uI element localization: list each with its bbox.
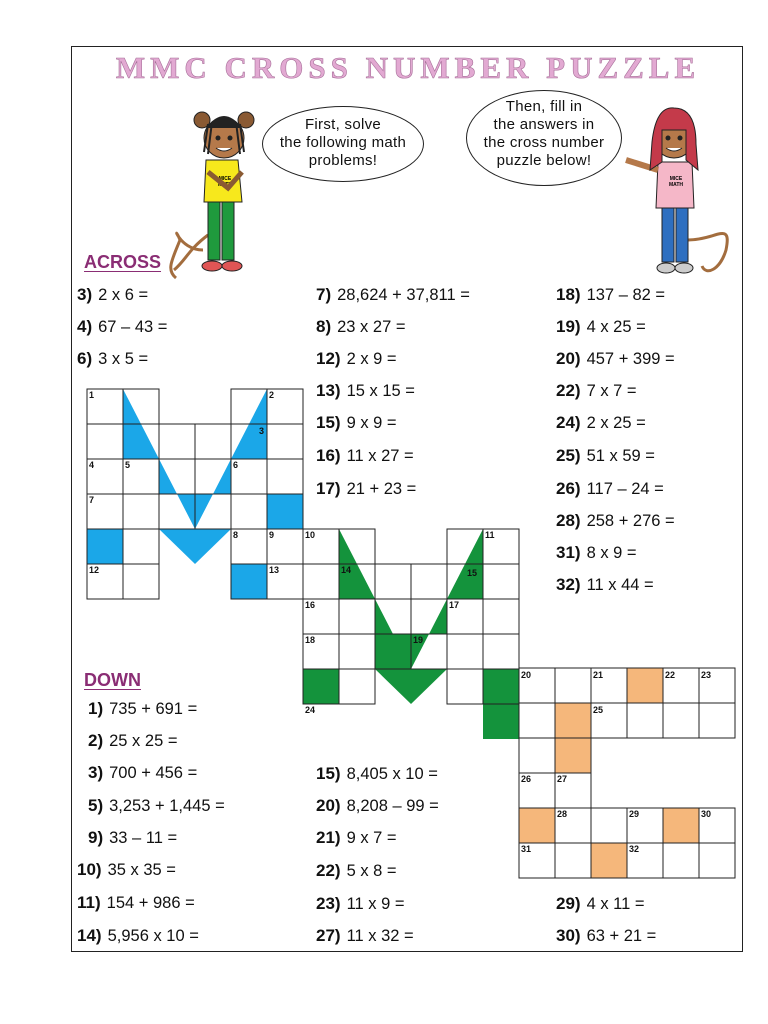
clue-text: 23 x 27 = bbox=[337, 318, 406, 336]
grid-cell bbox=[447, 634, 483, 669]
orange-cell bbox=[627, 668, 663, 703]
grid-cell bbox=[267, 424, 303, 459]
blue-cell bbox=[231, 564, 267, 599]
clue-number: 27) bbox=[316, 926, 341, 945]
clue-number: 23) bbox=[316, 894, 341, 913]
grid-number: 32 bbox=[629, 844, 640, 854]
speech-text-right: Then, fill in the answers in the cross number puzzle below! bbox=[483, 98, 605, 169]
shirt-text-right: MICE bbox=[669, 176, 683, 182]
grid-cell bbox=[555, 668, 591, 703]
grid-number: 18 bbox=[305, 635, 316, 645]
clue-number: 15) bbox=[316, 764, 341, 783]
clue-text: 51 x 59 = bbox=[586, 447, 655, 465]
grid-cell bbox=[303, 564, 339, 599]
clue-text: 35 x 35 = bbox=[107, 861, 176, 879]
grid-cell bbox=[627, 703, 663, 738]
grid-number: 15 bbox=[467, 568, 478, 578]
grid-number: 25 bbox=[593, 705, 604, 715]
clue-number: 17) bbox=[316, 479, 341, 498]
orange-cell bbox=[591, 843, 627, 878]
clue-number: 22) bbox=[556, 381, 581, 400]
blue-cell bbox=[267, 494, 303, 529]
clue-number: 2) bbox=[88, 731, 104, 750]
orange-cell bbox=[519, 808, 555, 843]
clue-number: 30) bbox=[556, 926, 581, 945]
clue-text: 9 x 7 = bbox=[346, 829, 397, 847]
grid-cell bbox=[591, 808, 627, 843]
grid-number: 16 bbox=[305, 600, 316, 610]
clue-text: 735 + 691 = bbox=[109, 700, 198, 718]
grid-cell bbox=[339, 599, 375, 634]
clue-text: 700 + 456 = bbox=[109, 764, 198, 782]
grid-cell bbox=[231, 494, 267, 529]
clue-text: 154 + 986 = bbox=[106, 894, 195, 912]
grid-cell bbox=[87, 424, 123, 459]
clue-number: 5) bbox=[88, 796, 104, 815]
clue-number: 6) bbox=[77, 349, 93, 368]
clue-text: 2 x 6 = bbox=[98, 286, 149, 304]
clue-text: 4 x 25 = bbox=[586, 318, 646, 336]
clue-text: 15 x 15 = bbox=[346, 382, 415, 400]
clue-text: 3 x 5 = bbox=[98, 350, 149, 368]
clue-text: 457 + 399 = bbox=[586, 350, 675, 368]
grid-cell bbox=[447, 669, 483, 704]
clue-text: 28,624 + 37,811 = bbox=[337, 286, 470, 304]
grid-number: 23 bbox=[701, 670, 712, 680]
grid-number: 3 bbox=[259, 426, 265, 436]
clue-text: 8 x 9 = bbox=[586, 544, 637, 562]
grid-number: 21 bbox=[593, 670, 604, 680]
clue-text: 11 x 9 = bbox=[346, 895, 405, 913]
clue-text: 9 x 9 = bbox=[346, 414, 397, 432]
clue-text: 117 – 24 = bbox=[586, 480, 664, 498]
grid-cell bbox=[483, 634, 519, 669]
clue-text: 5,956 x 10 = bbox=[107, 927, 199, 945]
clue-number: 4) bbox=[77, 317, 93, 336]
clue-text: 11 x 27 = bbox=[346, 447, 414, 465]
clue-number: 22) bbox=[316, 861, 341, 880]
svg-text:MATH: MATH bbox=[217, 182, 233, 188]
clue-number: 26) bbox=[556, 479, 581, 498]
grid-cell bbox=[123, 529, 159, 564]
clue-number: 10) bbox=[77, 860, 102, 879]
grid-cell bbox=[339, 669, 375, 704]
grid-cell bbox=[555, 843, 591, 878]
clue-number: 21) bbox=[316, 828, 341, 847]
grid-number: 10 bbox=[305, 530, 316, 540]
clue-text: 11 x 44 = bbox=[586, 576, 654, 594]
m-shape-green bbox=[375, 669, 447, 704]
clue-number: 1) bbox=[88, 699, 104, 718]
grid-cell bbox=[483, 564, 519, 599]
clue-number: 3) bbox=[77, 285, 93, 304]
grid-cell bbox=[123, 494, 159, 529]
grid-number: 14 bbox=[341, 565, 352, 575]
clue-number: 31) bbox=[556, 543, 581, 562]
clue-text: 3,253 + 1,445 = bbox=[109, 797, 225, 815]
clue-number: 9) bbox=[88, 828, 104, 847]
grid-number: 8 bbox=[233, 530, 239, 540]
grid-cell bbox=[411, 564, 447, 599]
clue-number: 3) bbox=[88, 763, 104, 782]
clue-number: 13) bbox=[316, 381, 341, 400]
clue-number: 29) bbox=[556, 894, 581, 913]
grid-number: 1 bbox=[89, 390, 95, 400]
clue-text: 67 – 43 = bbox=[98, 318, 168, 336]
grid-number: 28 bbox=[557, 809, 568, 819]
clue-number: 32) bbox=[556, 575, 581, 594]
clue-text: 11 x 32 = bbox=[346, 927, 414, 945]
grid-number: 30 bbox=[701, 809, 712, 819]
clue-text: 5 x 8 = bbox=[346, 862, 397, 880]
grid-cell bbox=[663, 703, 699, 738]
clue-text: 2 x 9 = bbox=[346, 350, 397, 368]
grid-cell bbox=[159, 424, 195, 459]
grid-number: 9 bbox=[269, 530, 275, 540]
clue-text: 25 x 25 = bbox=[109, 732, 178, 750]
grid-cell bbox=[699, 843, 735, 878]
grid-number: 27 bbox=[557, 774, 568, 784]
speech-text-left: First, solve the following math problems! bbox=[279, 116, 407, 169]
grid-number: 26 bbox=[521, 774, 532, 784]
orange-cell bbox=[663, 808, 699, 843]
across-heading: ACROSS bbox=[84, 252, 162, 272]
clue-number: 12) bbox=[316, 349, 341, 368]
svg-text:MATH: MATH bbox=[668, 182, 684, 188]
grid-number: 4 bbox=[89, 460, 95, 470]
clue-text: 21 + 23 = bbox=[346, 480, 417, 498]
clue-text: 2 x 25 = bbox=[586, 414, 646, 432]
clue-text: 137 – 82 = bbox=[586, 286, 666, 304]
grid-number: 17 bbox=[449, 600, 460, 610]
grid-cell bbox=[519, 738, 555, 773]
grid-cell bbox=[375, 564, 411, 599]
clue-text: 258 + 276 = bbox=[586, 512, 675, 530]
grid-number: 24 bbox=[305, 705, 316, 715]
page-title: MMC CROSS NUMBER PUZZLE bbox=[115, 50, 701, 85]
grid-cell bbox=[663, 843, 699, 878]
clue-text: 4 x 11 = bbox=[586, 895, 645, 913]
clue-number: 7) bbox=[316, 285, 332, 304]
grid-cell bbox=[195, 424, 231, 459]
grid-number: 19 bbox=[413, 635, 424, 645]
blue-cell bbox=[87, 529, 123, 564]
clue-text: 33 – 11 = bbox=[109, 829, 178, 847]
grid-cell bbox=[339, 634, 375, 669]
grid-cell bbox=[519, 703, 555, 738]
grid-cell bbox=[699, 703, 735, 738]
shirt-text-left: MICE bbox=[218, 176, 232, 182]
clue-number: 16) bbox=[316, 446, 341, 465]
grid-number: 7 bbox=[89, 495, 95, 505]
clue-number: 20) bbox=[316, 796, 341, 815]
clue-number: 28) bbox=[556, 511, 581, 530]
clue-number: 20) bbox=[556, 349, 581, 368]
grid-cell bbox=[123, 564, 159, 599]
grid-cell bbox=[483, 599, 519, 634]
down-heading: DOWN bbox=[84, 670, 141, 690]
grid-cell bbox=[267, 459, 303, 494]
green-cell bbox=[375, 634, 411, 669]
grid-number: 22 bbox=[665, 670, 676, 680]
grid-number: 13 bbox=[269, 565, 280, 575]
grid-number: 29 bbox=[629, 809, 640, 819]
clue-text: 63 + 21 = bbox=[586, 927, 657, 945]
grid-number: 2 bbox=[269, 390, 275, 400]
clue-number: 18) bbox=[556, 285, 581, 304]
clue-text: 7 x 7 = bbox=[586, 382, 637, 400]
clue-number: 15) bbox=[316, 413, 341, 432]
clue-number: 11) bbox=[77, 893, 101, 912]
clue-text: 8,405 x 10 = bbox=[346, 765, 438, 783]
clue-number: 8) bbox=[316, 317, 332, 336]
green-cell bbox=[303, 669, 339, 704]
clue-number: 19) bbox=[556, 317, 581, 336]
clue-number: 25) bbox=[556, 446, 581, 465]
grid-number: 12 bbox=[89, 565, 100, 575]
grid-number: 6 bbox=[233, 460, 239, 470]
clue-text: 8,208 – 99 = bbox=[346, 797, 439, 815]
m-shape-blue bbox=[159, 529, 231, 564]
grid-number: 31 bbox=[521, 844, 532, 854]
clue-number: 24) bbox=[556, 413, 581, 432]
grid-number: 20 bbox=[521, 670, 532, 680]
clue-number: 14) bbox=[77, 926, 102, 945]
grid-number: 11 bbox=[485, 530, 495, 540]
grid-number: 5 bbox=[125, 460, 131, 470]
